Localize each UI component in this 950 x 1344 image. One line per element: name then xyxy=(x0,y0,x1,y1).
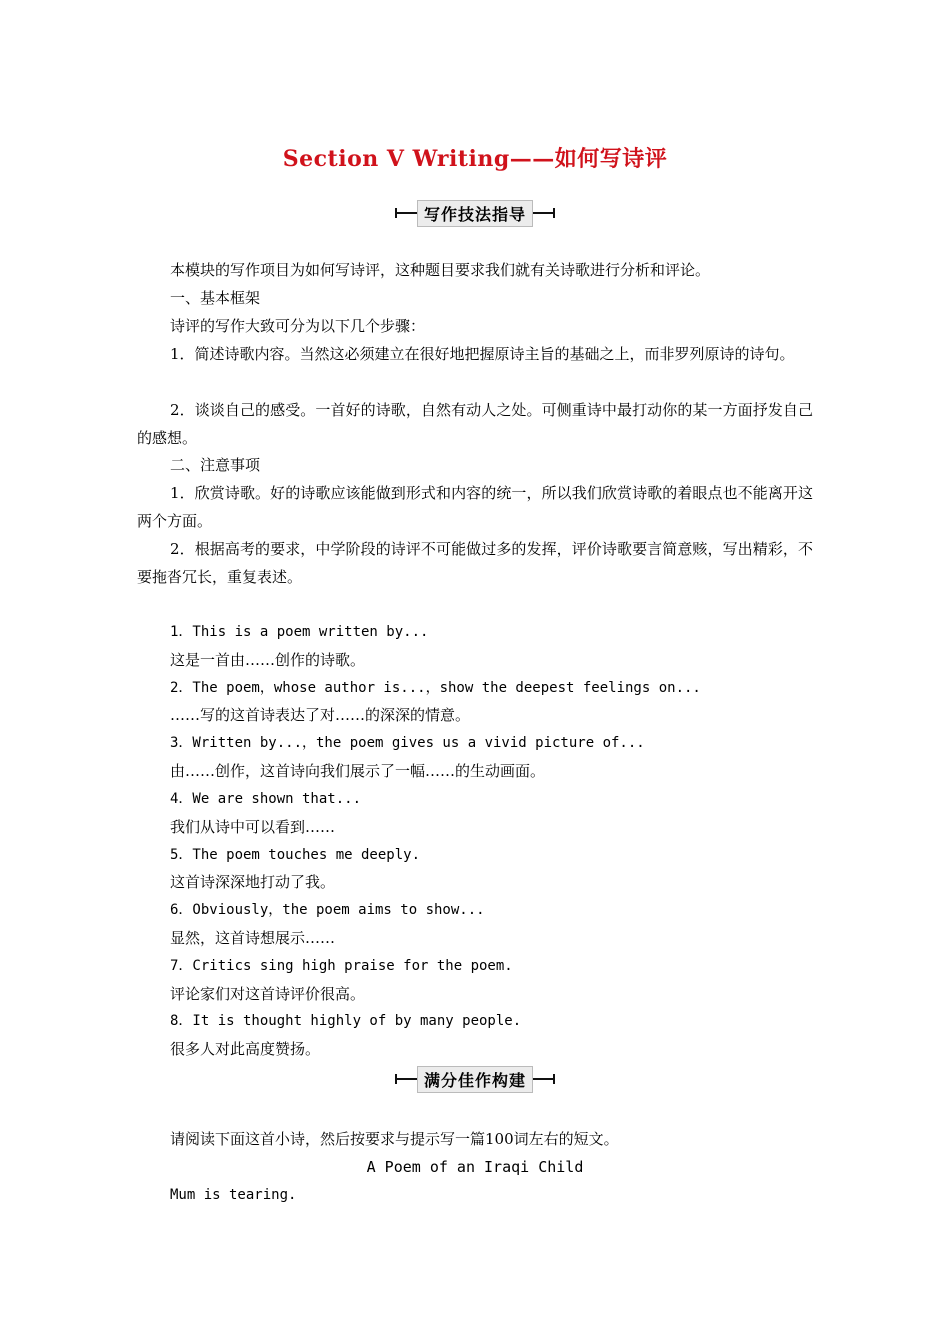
phrase-en: 6．Obviously，the poem aims to show... xyxy=(170,902,485,918)
phrase-zh: 这首诗深深地打动了我。 xyxy=(170,873,336,891)
list-item: 2．根据高考的要求，中学阶段的诗评不可能做过多的发挥，评价诗歌要言简意赅，写出精彩，不要拖沓冗长，重复表述。 xyxy=(137,540,813,586)
phrase-zh: 这是一首由……创作的诗歌。 xyxy=(170,651,366,669)
phrase-en: 8．It is thought highly of by many people. xyxy=(170,1013,522,1029)
phrase-zh: 很多人对此高度赞扬。 xyxy=(170,1040,321,1058)
phrase-zh: ……写的这首诗表达了对……的深深的情意。 xyxy=(170,706,471,724)
phrase-en: 2．The poem，whose author is...，show the deepest feelings on... xyxy=(170,680,701,696)
section-heading: 二、注意事项 xyxy=(170,456,261,474)
task-instruction: 请阅读下面这首小诗，然后按要求与提示写一篇100词左右的短文。 xyxy=(170,1130,619,1148)
phrase-en: 3．Written by...，the poem gives us a vivid picture of... xyxy=(170,735,645,751)
poem-line: Mum is tearing. xyxy=(170,1187,297,1203)
list-item: 1．欣赏诗歌。好的诗歌应该能做到形式和内容的统一，所以我们欣赏诗歌的着眼点也不能离开这两个方面。 xyxy=(137,484,813,530)
phrase-zh: 显然，这首诗想展示…… xyxy=(170,929,336,947)
phrase-zh: 评论家们对这首诗评价很高。 xyxy=(170,985,366,1003)
phrase-en: 5．The poem touches me deeply. xyxy=(170,847,421,863)
list-item: 2．谈谈自己的感受。一首好的诗歌，自然有动人之处。可侧重诗中最打动你的某一方面抒发自己的感想。 xyxy=(137,401,813,447)
phrase-en: 4．We are shown that... xyxy=(170,791,362,807)
section-lead: 诗评的写作大致可分为以下几个步骤： xyxy=(170,317,426,335)
phrase-zh: 由……创作，这首诗向我们展示了一幅……的生动画面。 xyxy=(170,762,546,780)
page-title: Section Ⅴ Writing——如何写诗评 xyxy=(282,146,668,172)
intro-text: 本模块的写作项目为如何写诗评，这种题目要求我们就有关诗歌进行分析和评论。 xyxy=(170,261,711,279)
phrase-zh: 我们从诗中可以看到…… xyxy=(170,818,336,836)
phrase-en: 1．This is a poem written by... xyxy=(170,624,429,640)
section-banner-model-essay xyxy=(0,1066,950,1092)
banner-label: 满分佳作构建 xyxy=(417,1066,533,1093)
section-heading: 一、基本框架 xyxy=(170,289,261,307)
banner-label: 写作技法指导 xyxy=(417,200,533,227)
section-banner-writing-guide xyxy=(0,200,950,226)
list-item: 1．简述诗歌内容。当然这必须建立在很好地把握原诗主旨的基础之上，而非罗列原诗的诗句。 xyxy=(170,345,795,363)
poem-title: A Poem of an Iraqi Child xyxy=(366,1158,584,1176)
phrase-en: 7．Critics sing high praise for the poem. xyxy=(170,958,513,974)
